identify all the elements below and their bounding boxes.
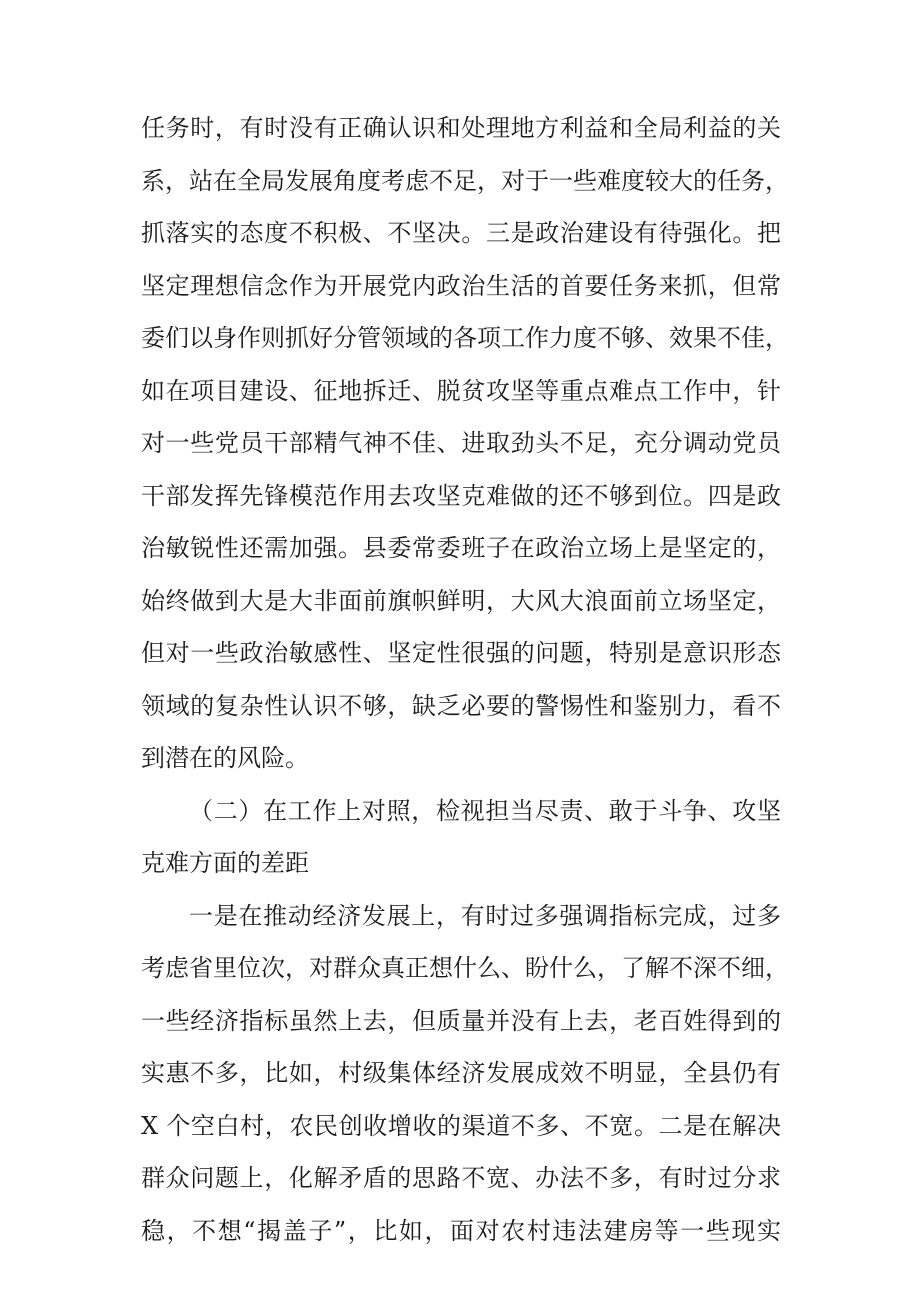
- text-line: 到潜在的风险。: [141, 744, 309, 772]
- body-text: [141, 102, 789, 1257]
- section-heading-line: （二）在工作上对照，检视担当尽责、敢于斗争、攻坚: [189, 796, 781, 825]
- text-line: 一是在推动经济发展上，有时过多强调指标完成，过多: [189, 901, 781, 930]
- text-line: 任务时，有时没有正确认识和处理地方利益和全局利益的关: [141, 114, 781, 142]
- text-line: 领域的复杂性认识不够，缺乏必要的警惕性和鉴别力，看不: [141, 691, 781, 720]
- text-line: 系，站在全局发展角度考虑不足，对于一些难度较大的任务，: [141, 166, 789, 195]
- text-line: 抓落实的态度不积极、不坚决。三是政治建设有待强化。把: [141, 219, 781, 247]
- text-line: 坚定理想信念作为开展党内政治生活的首要任务来抓，但常: [141, 271, 781, 300]
- text-line: 群众问题上，化解矛盾的思路不宽、办法不多，有时过分求: [141, 1164, 781, 1192]
- section-heading-line: 克难方面的差距: [141, 849, 309, 877]
- text-line: 稳，不想“揭盖子”，比如，面对农村违法建房等一些现实: [141, 1216, 781, 1245]
- text-line: 但对一些政治敏感性、坚定性很强的问题，特别是意识形态: [141, 639, 781, 667]
- text-line: 如在项目建设、征地拆迁、脱贫攻坚等重点难点工作中，针: [141, 376, 781, 405]
- text-line: 考虑省里位次，对群众真正想什么、盼什么，了解不深不细，: [141, 954, 789, 982]
- text-line: 治敏锐性还需加强。县委常委班子在政治立场上是坚定的，: [141, 534, 781, 562]
- text-line: 委们以身作则抓好分管领域的各项工作力度不够、效果不佳，: [141, 324, 789, 352]
- text-line: 始终做到大是大非面前旗帜鲜明，大风大浪面前立场坚定，: [141, 586, 781, 615]
- text-line: 干部发挥先锋模范作用去攻坚克难做的还不够到位。四是政: [141, 481, 781, 510]
- text-line: 对一些党员干部精气神不佳、进取劲头不足，充分调动党员: [141, 429, 781, 457]
- text-line: X 个空白村，农民创收增收的渠道不多、不宽。二是在解决: [141, 1111, 781, 1140]
- text-line: 实惠不多，比如，村级集体经济发展成效不明显，全县仍有: [141, 1059, 781, 1087]
- text-line: 一些经济指标虽然上去，但质量并没有上去，老百姓得到的: [141, 1006, 781, 1035]
